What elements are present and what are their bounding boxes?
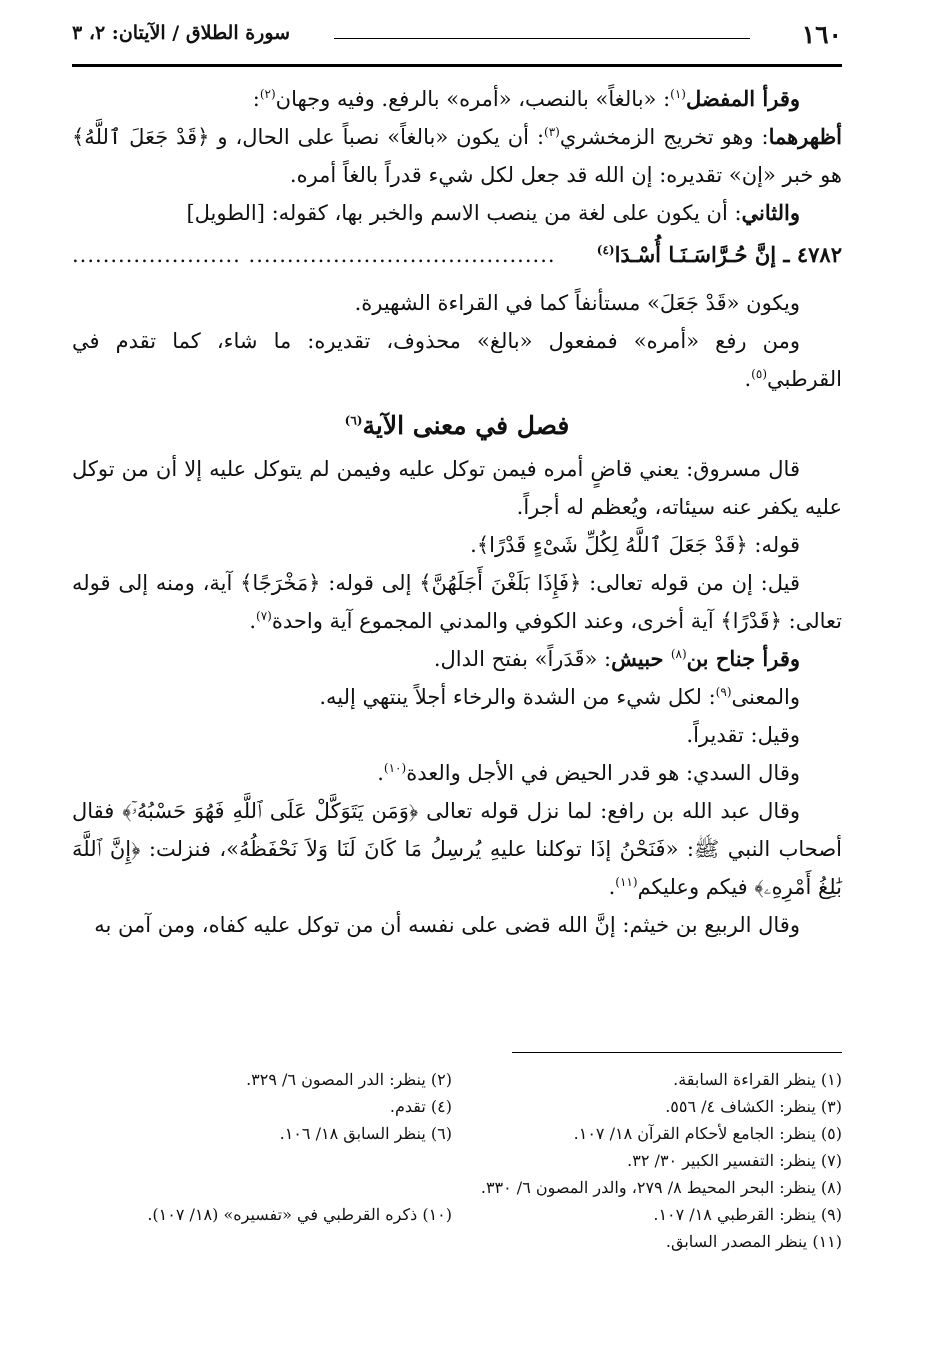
page-header	[72, 20, 842, 50]
text: .	[608, 875, 616, 899]
footnote	[72, 1174, 481, 1201]
text: : «قَدَراً» بفتح الدال.	[433, 647, 612, 671]
footnote-ref: (٢)	[259, 87, 276, 101]
text: : أن يكون على لغة من ينصب الاسم والخبر بها، كقوله: [الطويل]	[186, 201, 742, 225]
footnote	[72, 1228, 452, 1255]
text: : وهو تخريج الزمخشري	[559, 125, 769, 149]
text: : أن يكون «بالغاً» نصباً على الحال، و ﴿قَدْ جَعَلَ ٱللَّهُ﴾ هو خبر «إن» تقديره: إن الله قد جعل لكل شيء قدراً بالغاً أمره.	[72, 125, 842, 187]
footnote-row	[72, 1174, 842, 1201]
footnote: (٨) ينظر: البحر المحيط ٨/ ٢٧٩، والدر المصون ٦/ ٣٣٠.	[480, 1178, 842, 1197]
footnote: (٤) تقدم.	[389, 1097, 452, 1116]
verse-text: إنَّ حُـرَّاسَـنَـا أُسْـدَا	[614, 242, 777, 267]
verse-ellipsis: ........................................ ......................	[72, 243, 556, 267]
paragraph: قوله: ﴿قَدْ جَعَلَ ٱللَّهُ لِكُلِّ شَىْءٍ قَدْرًا﴾.	[470, 533, 800, 557]
term: أظهرهما	[768, 124, 842, 149]
footnote-row	[72, 1147, 842, 1174]
text: : لكل شيء من الشدة والرخاء أجلاً ينتهي إليه.	[319, 685, 716, 709]
footnote-row	[72, 1120, 842, 1147]
header-divider	[72, 64, 842, 67]
footnote-ref: (٨)	[670, 647, 687, 661]
footnote-ref: (١)	[670, 87, 686, 101]
section-heading	[72, 408, 842, 444]
paragraph	[72, 640, 842, 678]
book-page	[72, 0, 842, 1362]
paragraph: وقيل: تقديراً.	[686, 723, 800, 747]
poetry-verse	[72, 236, 842, 274]
paragraph	[72, 754, 842, 792]
paragraph: قال مسروق: يعني قاضٍ أمره فيمن توكل عليه وفيمن لم يتوكل عليه إلا أن من توكل عليه يكفر عنه سيئاته، ويُعظم له أجراً.	[72, 457, 842, 519]
footnote: (٥) ينظر: الجامع لأحكام القرآن ١٨/ ١٠٧.	[573, 1124, 842, 1143]
footnote-ref: (٤)	[596, 243, 615, 257]
text: والمعنى	[731, 685, 800, 709]
footnote: (٧) ينظر: التفسير الكبير ٣٠/ ٣٢.	[627, 1151, 842, 1170]
text: :	[252, 87, 260, 111]
footnote-row	[72, 1201, 842, 1228]
footnote-ref: (٣)	[544, 125, 560, 139]
footnote-ref: (٧)	[256, 609, 272, 623]
footnote-ref: (٥)	[751, 367, 767, 381]
footnotes	[72, 1066, 842, 1255]
paragraph	[72, 80, 842, 118]
paragraph	[72, 678, 842, 716]
text: : «بالغاً» بالنصب، «أمره» بالرفع. وفيه وجهان	[275, 87, 671, 111]
reader-name: حبيش	[611, 646, 671, 671]
paragraph: ويكون «قَدْ جَعَلَ» مستأنفاً كما في القراءة الشهيرة.	[354, 291, 800, 315]
text: .	[744, 367, 752, 391]
text: .	[249, 609, 257, 633]
footnote: (٦) ينظر السابق ١٨/ ١٠٦.	[279, 1124, 452, 1143]
footnote	[72, 1147, 452, 1174]
verse-number: ٤٧٨٢ ـ	[783, 242, 842, 267]
footnote: (١) ينظر القراءة السابقة.	[673, 1070, 842, 1089]
footnote-row	[72, 1093, 842, 1120]
heading-text: فصل في معنى الآية	[362, 411, 570, 440]
paragraph	[72, 564, 842, 640]
text: وقال السدي: هو قدر الحيض في الأجل والعدة	[406, 761, 800, 785]
text: ومن رفع «أمره» فمفعول «بالغ» محذوف، تقديره: ما شاء، كما تقدم في القرطبي	[72, 329, 842, 391]
text: .	[377, 761, 384, 785]
footnote-row	[72, 1228, 842, 1255]
footnote: (١٠) ذكره القرطبي في «تفسيره» (١٨/ ١٠٧).	[147, 1205, 452, 1224]
paragraph: وقال الربيع بن خيثم: إنَّ الله قضى على نفسه أن من توكل عليه كفاه، ومن آمن به	[94, 913, 800, 937]
footnote: (١١) ينظر المصدر السابق.	[665, 1232, 842, 1251]
text: وقال عبد الله بن رافع: لما نزل قوله تعالى ﴿وَمَن يَتَوَكَّلْ عَلَى ٱللَّهِ فَهُوَ حَسْبُهُۥٓ﴾ فقال أصحاب النبي ﷺ: «فَنَحْنُ إذَا توكلنا عليهِ يُرسِلُ مَا كَانَ لَنَا وَلاَ نَحْفَظُهُ»، فنزلت: ﴿إِنَّ ٱللَّهَ بَٰلِغُ أَمْرِهِۦ﴾ فيكم وعليكم	[72, 799, 842, 899]
footnote-ref: (١٠)	[383, 761, 407, 775]
footnote-ref: (٩)	[715, 685, 732, 699]
paragraph	[72, 194, 842, 232]
term: والثاني	[741, 200, 800, 225]
reader-name: وقرأ جناح بن	[686, 646, 800, 671]
paragraph	[72, 322, 842, 398]
verse-line	[597, 236, 842, 274]
reader-name: وقرأ المفضل	[685, 86, 800, 111]
paragraph	[72, 792, 842, 906]
surah-title: سورة الطلاق / الآيتان: ٢، ٣	[72, 22, 291, 44]
text: قيل: إن من قوله تعالى: ﴿فَإِذَا بَلَغْنَ أَجَلَهُنَّ﴾ إلى قوله: ﴿مَخْرَجًا﴾ آية، ومنه إلى قوله تعالى: ﴿قَدْرًا﴾ آية أخرى، وعند الكوفي والمدني المجموع آية واحدة	[72, 571, 842, 633]
page-number: ١٦٠	[801, 20, 842, 49]
footnote: (٩) ينظر: القرطبي ١٨/ ١٠٧.	[653, 1205, 842, 1224]
footnote-row	[72, 1066, 842, 1093]
footnote: (٣) ينظر: الكشاف ٤/ ٥٥٦.	[665, 1097, 842, 1116]
paragraph	[72, 118, 842, 194]
footnote-divider	[512, 1052, 842, 1053]
footnote-ref: (٦)	[344, 413, 363, 428]
footnote: (٢) ينظر: الدر المصون ٦/ ٣٢٩.	[246, 1070, 452, 1089]
footnote-ref: (١١)	[615, 875, 638, 889]
header-rule	[334, 38, 750, 39]
main-text	[72, 80, 842, 944]
